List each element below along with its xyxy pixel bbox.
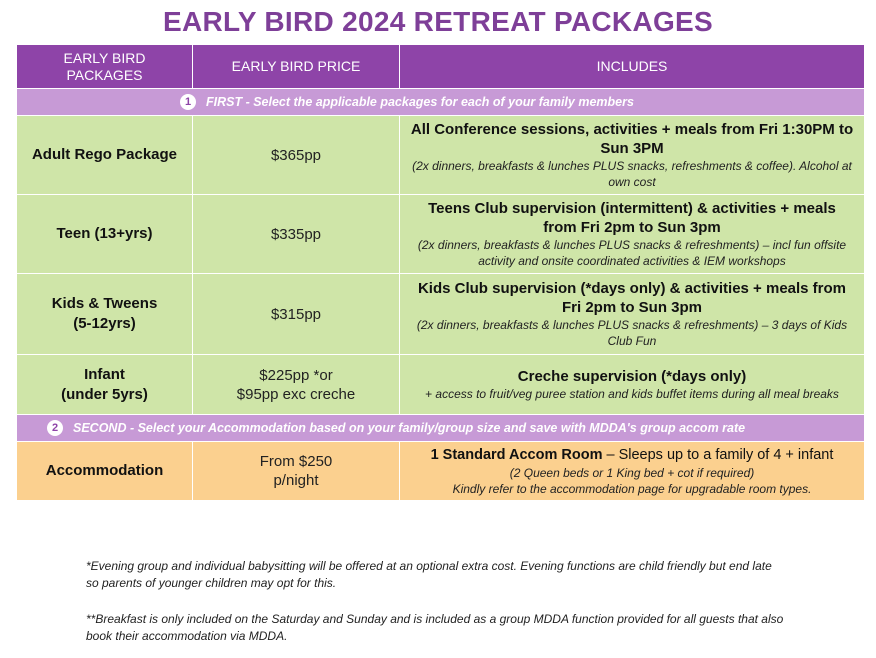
package-includes-detail: (2x dinners, breakfasts & lunches PLUS snacks, refreshments & coffee). Alcohol at own cost [412,159,852,189]
step-2-row [17,415,865,442]
step-1-number-icon: 1 [180,94,196,110]
header-includes: INCLUDES [400,45,865,89]
accommodation-price: From $250 [259,453,333,470]
package-name: Adult Rego Package [31,146,178,163]
package-includes-detail: (2x dinners, breakfasts & lunches PLUS snacks & refreshments) – 3 days of Kids Club Fun [416,318,848,348]
package-includes-detail: (2x dinners, breakfasts & lunches PLUS snacks & refreshments) – incl fun offsite activity and onsite coordinated activities & IEM workshops [417,238,847,268]
package-row [17,195,865,274]
accommodation-note: Kindly refer to the accommodation page for upgradable room types. [452,481,812,496]
accommodation-row [17,442,865,501]
package-includes-title: Creche supervision (*days only) [517,368,747,385]
accommodation-name: Accommodation [45,462,164,479]
table-header-row [17,45,865,89]
package-price: $225pp *or [259,366,333,384]
step-2-number-icon: 2 [47,420,63,436]
step-2-text: SECOND - Select your Accommodation based on your family/group size and save with MDDA's group accom rate [73,421,746,435]
package-includes-detail: + access to fruit/veg puree station and kids buffet items during all meal breaks [425,387,839,401]
package-row [17,274,865,355]
package-row [17,355,865,415]
package-includes-title: Kids Club supervision (*days only) & activities + meals from Fri 2pm to Sun 3pm [417,280,847,316]
footnote-breakfast: **Breakfast is only included on the Saturday and Sunday and is included as a group MDDA function provided for all guests that also book their accommodation via MDDA. [86,612,784,643]
package-name: Kids & Tweens [51,295,158,312]
package-age-range: (under 5yrs) [61,385,148,403]
footnote-babysitting: *Evening group and individual babysitting will be offered at an optional extra cost. Evening functions are child friendly but end late so parents of younger children may opt for this. [86,559,772,590]
package-price-alt: $95pp exc creche [236,385,356,403]
step-1-text: FIRST - Select the applicable packages for each of your family members [206,95,634,109]
package-includes-title: All Conference sessions, activities + meals from Fri 1:30PM to Sun 3PM [410,121,854,157]
package-price: $315pp [270,305,322,323]
package-name: Infant [84,365,125,383]
packages-table [16,44,865,501]
step-1-row [17,89,865,116]
package-price: $335pp [270,225,322,243]
package-name: Teen (13+yrs) [56,225,153,242]
accommodation-title: 1 Standard Accom Room – Sleeps up to a family of 4 + infant [430,446,834,463]
accommodation-beds: (2 Queen beds or 1 King bed + cot if required) [509,465,755,480]
accommodation-price-unit: p/night [273,472,319,489]
header-price: EARLY BIRD PRICE [193,45,400,89]
header-packages: EARLY BIRD PACKAGES [17,45,193,89]
package-includes-title: Teens Club supervision (intermittent) & activities + meals from Fri 2pm to Sun 3pm [428,200,836,236]
package-age-range: (5-12yrs) [73,315,136,332]
package-price: $365pp [270,146,322,164]
package-row [17,116,865,195]
page-title: EARLY BIRD 2024 RETREAT PACKAGES [162,6,714,37]
